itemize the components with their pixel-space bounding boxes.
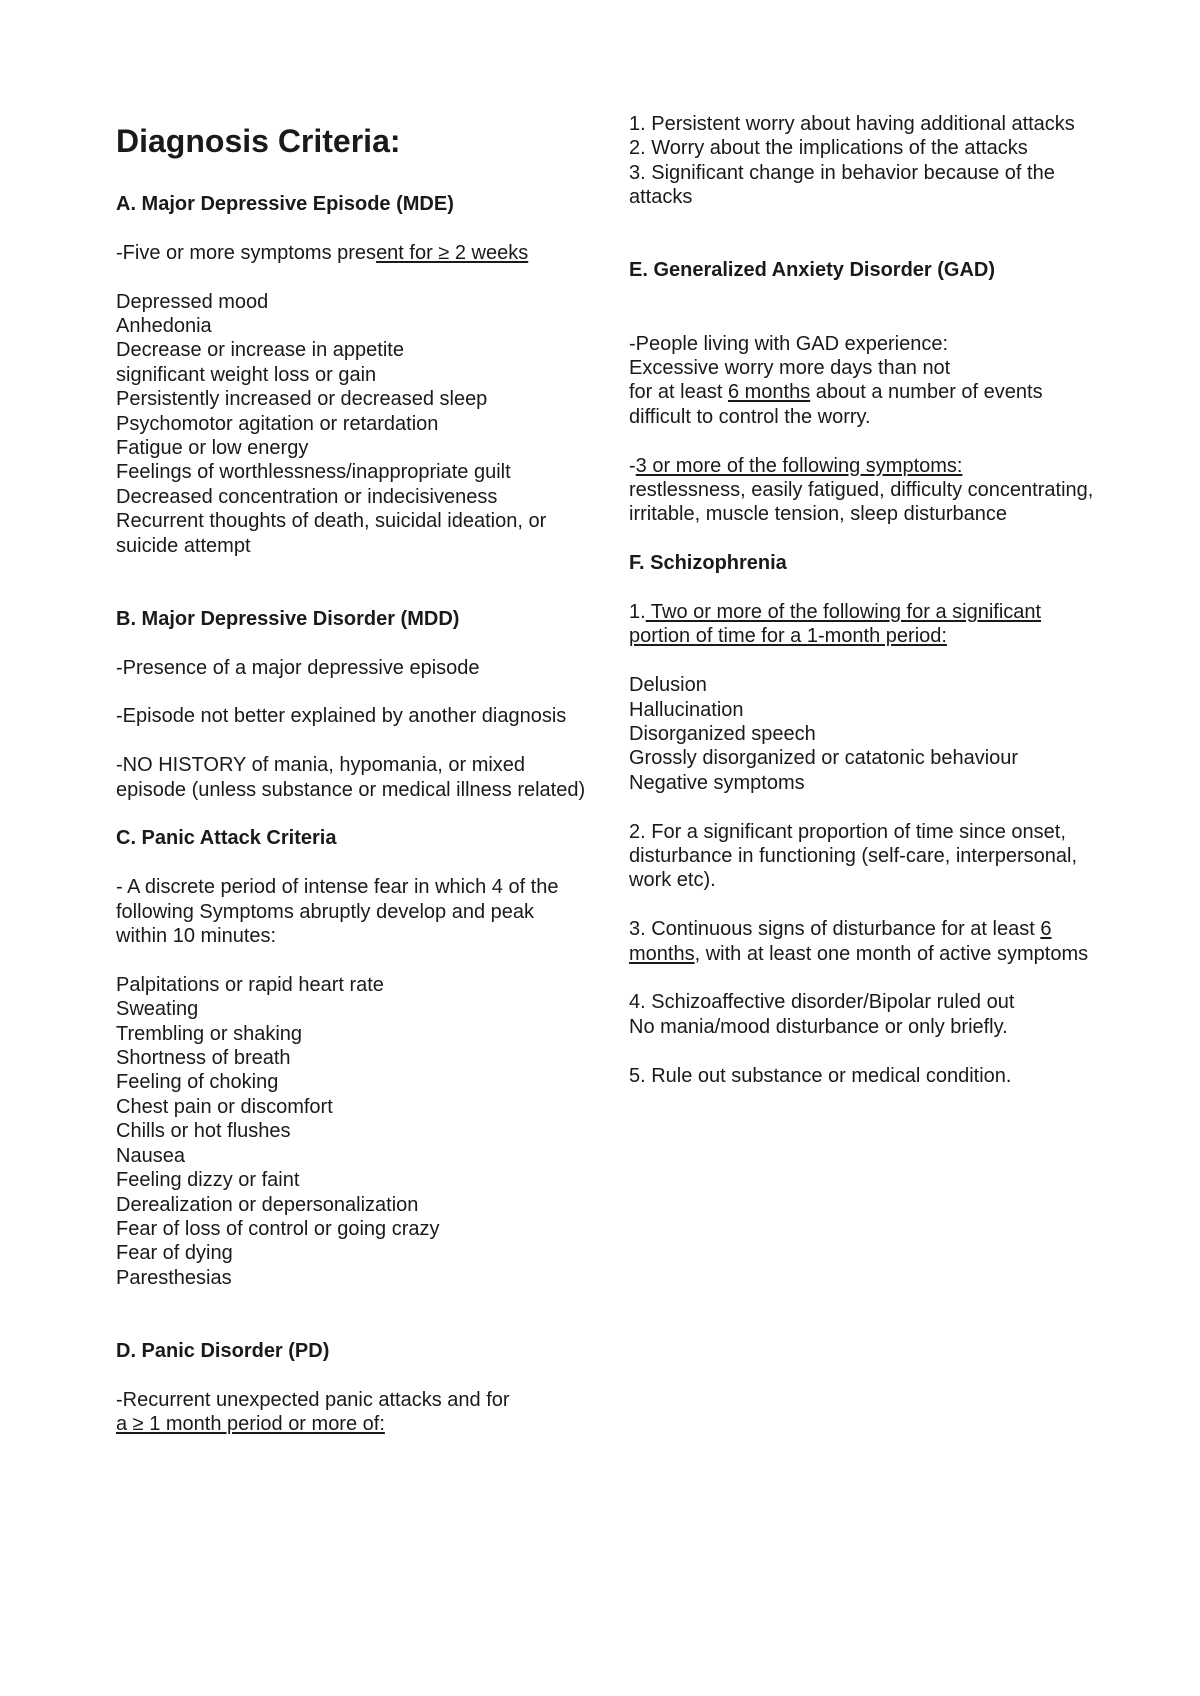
section-heading-mdd: B. Major Depressive Disorder (MDD)	[116, 607, 460, 630]
schizo-criterion-1	[629, 600, 1099, 649]
schizo-c3-text: with at least one month of active symptoms	[700, 942, 1089, 965]
list-item: Derealization or depersonalization	[116, 1193, 419, 1216]
section-heading-schizophrenia: F. Schizophrenia	[629, 552, 787, 575]
mde-intro-underlined: ent for ≥ 2 weeks	[376, 241, 529, 264]
schizo-criterion-5: 5. Rule out substance or medical condition.	[629, 1064, 1012, 1087]
panic-attack-intro: - A discrete period of intense fear in which 4 of the following Symptoms abruptly develop and peak within 10 minutes:	[116, 876, 559, 948]
schizo-c4-text: 4. Schizoaffective disorder/Bipolar ruled out	[629, 991, 1015, 1014]
mde-intro	[116, 241, 586, 265]
schizo-c3-text: 3. Continuous signs of disturbance for at least	[629, 918, 1041, 941]
section-heading-mde: A. Major Depressive Episode (MDE)	[116, 193, 454, 215]
list-item: Hallucination	[629, 698, 744, 721]
page-title: Diagnosis Criteria:	[116, 123, 401, 159]
schizo-symptom-list	[629, 673, 1099, 795]
section-heading-panic-attack: C. Panic Attack Criteria	[116, 827, 337, 850]
gad-symptoms-lead: 3 or more of the following symptoms:	[635, 454, 963, 477]
mdd-criterion-3: -NO HISTORY of mania, hypomania, or mixed episode (unless substance or medical illness related)	[116, 754, 586, 801]
list-item: significant weight loss or gain	[116, 363, 377, 386]
gad-criterion-1	[629, 332, 1099, 430]
list-item: Sweating	[116, 998, 199, 1021]
list-item: 2. Worry about the implications of the attacks	[629, 137, 1028, 160]
list-item: Chest pain or discomfort	[116, 1095, 333, 1118]
list-item: Decrease or increase in appetite	[116, 339, 404, 362]
section-heading-gad: E. Generalized Anxiety Disorder (GAD)	[629, 259, 996, 282]
list-item: Depressed mood	[116, 290, 269, 313]
list-item: Fatigue or low energy	[116, 437, 309, 460]
pd-intro: -Recurrent unexpected panic attacks and for	[116, 1388, 510, 1411]
list-item: Feelings of worthlessness/inappropriate guilt	[116, 461, 511, 484]
list-item: Persistently increased or decreased sleep	[116, 388, 488, 411]
schizo-c4-text: No mania/mood disturbance or only briefly.	[629, 1015, 1008, 1038]
schizo-criterion-3	[629, 917, 1099, 966]
list-item: Fear of loss of control or going crazy	[116, 1217, 440, 1240]
gad-criterion-2	[629, 454, 1099, 527]
section-heading-panic-disorder: D. Panic Disorder (PD)	[116, 1339, 330, 1362]
list-item: Negative symptoms	[629, 771, 805, 794]
pd-intro-underlined: a ≥ 1 month period or more of:	[116, 1413, 385, 1436]
gad-text: for at least	[629, 381, 728, 404]
list-item: Paresthesias	[116, 1266, 232, 1289]
list-item: Disorganized speech	[629, 723, 816, 746]
list-item: Chills or hot flushes	[116, 1120, 291, 1143]
mde-symptom-list	[116, 290, 586, 558]
pd-intro-line-2	[116, 1412, 586, 1436]
list-item: 3. Significant change in behavior because of the attacks	[629, 161, 1055, 209]
gad-text: about a number of events difficult to control the worry.	[629, 381, 1043, 428]
schizo-criterion-2: 2. For a significant proportion of time since onset, disturbance in functioning (self-care, interpersonal, work etc).	[629, 820, 1078, 892]
pd-criteria-list	[629, 112, 1099, 210]
mdd-criterion-1: -Presence of a major depressive episode	[116, 656, 480, 679]
list-item: Nausea	[116, 1144, 185, 1167]
schizo-c1-text: Two or more of the following for a significant portion of time for a 1-month period:	[629, 601, 1042, 648]
list-item: Psychomotor agitation or retardation	[116, 412, 439, 435]
schizo-criterion-4	[629, 990, 1099, 1039]
list-item: Decreased concentration or indecisiveness	[116, 485, 498, 508]
list-item: Anhedonia	[116, 315, 212, 337]
list-item: Fear of dying	[116, 1242, 233, 1265]
list-item: Delusion	[629, 674, 707, 697]
list-item: Recurrent thoughts of death, suicidal ideation, or suicide attempt	[116, 510, 547, 557]
list-item: Shortness of breath	[116, 1047, 291, 1070]
left-column	[116, 112, 586, 1437]
list-item: Feeling dizzy or faint	[116, 1169, 300, 1192]
schizo-c1-number: 1.	[629, 601, 646, 624]
mde-intro-text: -Five or more symptoms pres	[116, 241, 377, 264]
list-item: Palpitations or rapid heart rate	[116, 973, 384, 996]
list-item: Feeling of choking	[116, 1071, 279, 1094]
list-item: 1. Persistent worry about having additional attacks	[629, 113, 1075, 135]
mdd-criterion-2: -Episode not better explained by another diagnosis	[116, 705, 567, 728]
gad-text: -People living with GAD experience:	[629, 332, 949, 355]
list-item: Grossly disorganized or catatonic behaviour	[629, 747, 1019, 770]
gad-duration: 6 months	[727, 381, 811, 404]
schizo-c3-duration: 6 months,	[629, 918, 1052, 965]
right-column	[629, 112, 1099, 1088]
gad-symptoms: restlessness, easily fatigued, difficulty concentrating, irritable, muscle tension, sleep disturbance	[629, 479, 1094, 526]
panic-attack-symptom-list	[116, 973, 586, 1290]
gad-dash: -	[629, 454, 636, 477]
gad-text: Excessive worry more days than not	[629, 357, 951, 380]
list-item: Trembling or shaking	[116, 1022, 303, 1045]
